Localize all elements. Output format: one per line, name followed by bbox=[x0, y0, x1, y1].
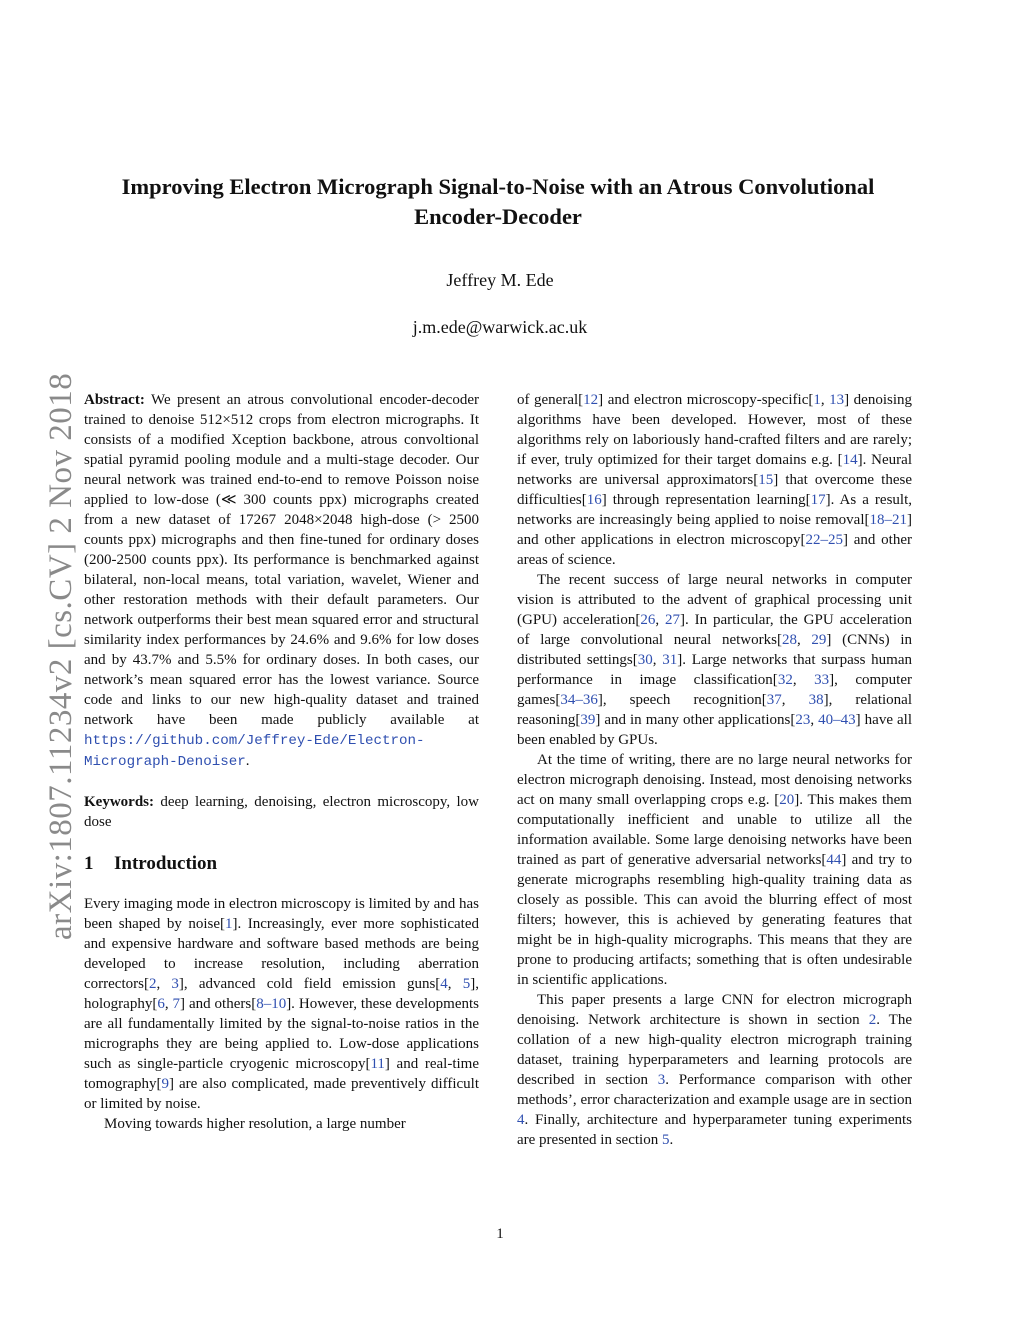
abstract-label: Abstract: bbox=[84, 392, 145, 408]
citation-link[interactable]: 2 bbox=[148, 976, 157, 992]
author-email: j.m.ede@warwick.ac.uk bbox=[412, 317, 588, 337]
abstract bbox=[84, 390, 479, 772]
citation-link[interactable]: 9 bbox=[161, 1076, 169, 1092]
paragraph-text: , bbox=[652, 652, 663, 668]
paragraph-text: ]. In particular, the GPU acceleration of large convolutional neural networks[ bbox=[517, 612, 913, 648]
paragraph-text: ]. However, these developments are all fundamentally limited by the signal-to-noise ratios in the micrographs they are being applied to. Low-dose applications such as single-particle cryogenic microscopy[ bbox=[84, 996, 479, 1072]
citation-link[interactable]: 39 bbox=[580, 712, 596, 728]
paragraph-text: ] and other areas of science. bbox=[517, 532, 912, 568]
paragraph-text: , bbox=[781, 692, 809, 708]
paragraph-text: , bbox=[796, 632, 812, 648]
intro-paragraph-3 bbox=[517, 390, 912, 570]
section-title: Introduction bbox=[114, 853, 218, 874]
paragraph-text: This paper presents a large CNN for electron micrograph denoising. Network architecture is shown in section bbox=[517, 992, 912, 1028]
paragraph-text: ] and try to generate micrographs resembling high-quality training data as closely as possible. This can avoid the blurring effect of most filters; however, this is achieved by generating features that might be in high-quality micrographs. This means that they are prone to producing artifacts; something that is often undesirable in scientific applications. bbox=[517, 852, 912, 988]
citation-link[interactable]: 2 bbox=[868, 1012, 877, 1028]
paragraph-text: . bbox=[669, 1132, 674, 1148]
citation-link[interactable]: 30 bbox=[637, 652, 653, 668]
citation-link[interactable]: 16 bbox=[586, 492, 602, 508]
citation-link[interactable]: 6 bbox=[157, 996, 165, 1012]
intro-paragraph-5 bbox=[517, 750, 912, 990]
paragraph-text: , bbox=[792, 672, 815, 688]
citation-link[interactable]: 22–25 bbox=[805, 532, 844, 548]
author-name: Jeffrey M. Ede bbox=[446, 270, 554, 290]
citation-link[interactable]: 37 bbox=[766, 692, 782, 708]
intro-paragraph-6 bbox=[517, 990, 912, 1150]
citation-link[interactable]: 11 bbox=[370, 1056, 385, 1072]
paragraph-text: ] through representation learning[ bbox=[601, 492, 811, 508]
citation-link[interactable]: 40–43 bbox=[818, 712, 856, 728]
citation-link[interactable]: 33 bbox=[814, 672, 830, 688]
paragraph-text: . Finally, architecture and hyperparameter tuning experiments are presented in section bbox=[517, 1112, 912, 1148]
paragraph-text: ] (CNNs) in distributed settings[ bbox=[517, 632, 912, 668]
arxiv-identifier: arXiv:1807.11234v2 [cs.CV] 2 Nov 2018 bbox=[43, 372, 79, 940]
keywords-label: Keywords: bbox=[84, 794, 154, 810]
citation-link[interactable]: 26 bbox=[640, 612, 656, 628]
citation-link[interactable]: 1 bbox=[813, 392, 821, 408]
paragraph-text: Every imaging mode in electron microscopy is limited by and has been shaped by noise[ bbox=[84, 896, 479, 932]
paper-title: Improving Electron Micrograph Signal-to-Noise with an Atrous Convolutional Encoder-Decoder bbox=[121, 174, 875, 229]
citation-link[interactable]: 1 bbox=[225, 916, 233, 932]
paragraph-text: ] are also complicated, made preventively difficult or limited by noise. bbox=[84, 1076, 479, 1112]
citation-link[interactable]: 3 bbox=[171, 976, 179, 992]
citation-link[interactable]: 4 bbox=[517, 1112, 525, 1128]
paragraph-text: , bbox=[655, 612, 665, 628]
paragraph-text: . The collation of a new high-quality electron micrograph training dataset, training hyperparameters and learning protocols are described in section bbox=[517, 1012, 912, 1088]
paragraph-text: At the time of writing, there are no large neural networks for electron micrograph denoising. Instead, most denoising networks act on many small overlapping crops e.g. [ bbox=[517, 752, 912, 808]
paragraph-text: ] and others[ bbox=[180, 996, 257, 1012]
citation-link[interactable]: 34–36 bbox=[560, 692, 598, 708]
left-column bbox=[84, 390, 479, 1134]
citation-link[interactable]: 18–21 bbox=[869, 512, 907, 528]
paragraph-text: ]. As a result, networks are increasingly being applied to noise removal[ bbox=[517, 492, 912, 528]
paragraph-text: ] and real-time tomography[ bbox=[84, 1056, 479, 1092]
citation-link[interactable]: 15 bbox=[758, 472, 774, 488]
citation-link[interactable]: 7 bbox=[172, 996, 181, 1012]
paragraph-text: ]. This makes them computationally inefficient and unable to utilize all the information available. Some large denoising networks have been trained as part of generative adversarial networks[ bbox=[517, 792, 912, 868]
citation-link[interactable]: 31 bbox=[662, 652, 678, 668]
paragraph-text: , bbox=[164, 996, 173, 1012]
paragraph-text: ], holography[ bbox=[84, 976, 479, 1012]
citation-link[interactable]: 5 bbox=[462, 976, 471, 992]
page-number: 1 bbox=[496, 1226, 504, 1242]
paragraph-text: , bbox=[447, 976, 463, 992]
citation-link[interactable]: 4 bbox=[440, 976, 448, 992]
paragraph-text: ], advanced cold field emission guns[ bbox=[178, 976, 441, 992]
citation-link[interactable]: 13 bbox=[829, 392, 845, 408]
citation-link[interactable]: 20 bbox=[779, 792, 795, 808]
paragraph-text: ] that overcome these difficulties[ bbox=[517, 472, 912, 508]
paragraph-text: ] and in many other applications[ bbox=[595, 712, 796, 728]
arxiv-sidebar bbox=[0, 350, 79, 950]
paragraph-text: ], relational reasoning[ bbox=[517, 692, 913, 728]
keywords-text: deep learning, denoising, electron microscopy, low dose bbox=[84, 794, 479, 830]
section-heading bbox=[84, 854, 479, 874]
right-column bbox=[517, 390, 912, 1150]
section-number: 1 bbox=[84, 853, 94, 874]
paragraph-text: ] and other applications in electron microscopy[ bbox=[517, 512, 912, 548]
intro-paragraph-4 bbox=[517, 570, 912, 750]
citation-link[interactable]: 17 bbox=[810, 492, 826, 508]
citation-link[interactable]: 8–10 bbox=[256, 996, 287, 1012]
paragraph-text: ] denoising algorithms have been developed. However, most of these algorithms rely on laboriously hand-crafted filters and are rarely; if ever, truly optimized for their target domains e.g. [ bbox=[517, 392, 912, 468]
citation-link[interactable]: 3 bbox=[657, 1072, 666, 1088]
citation-link[interactable]: 12 bbox=[583, 392, 599, 408]
citation-link[interactable]: 38 bbox=[808, 692, 824, 708]
citation-link[interactable]: 32 bbox=[777, 672, 793, 688]
paragraph-text: The recent success of large neural networks in computer vision is attributed to the advent of graphical processing unit (GPU) acceleration[ bbox=[517, 572, 912, 628]
paragraph-text: ]. Neural networks are universal approximators[ bbox=[517, 452, 912, 488]
citation-link[interactable]: 14 bbox=[842, 452, 858, 468]
paragraph-text: ], computer games[ bbox=[517, 672, 913, 708]
abstract-end: . bbox=[245, 753, 250, 769]
paragraph-text: ], speech recognition[ bbox=[597, 692, 767, 708]
paragraph-text: , bbox=[810, 712, 819, 728]
paragraph-text: ]. Increasingly, ever more sophisticated and expensive hardware and software based methods are being developed to increase resolution, including aberration correctors[ bbox=[84, 916, 479, 992]
paragraph-text: ]. Large networks that surpass human performance in image classification[ bbox=[517, 652, 913, 688]
paragraph-text: , bbox=[156, 976, 172, 992]
paragraph-text: of general[ bbox=[517, 392, 584, 408]
abstract-text: We present an atrous convolutional encoder-decoder trained to denoise 512×512 crops from electron micrographs. It consists of a modified Xception backbone, atrous convoltional spatial pyramid pooling module and a multi-stage decoder. Our neural network was trained end-to-end to remove Poisson noise applied to low-dose (≪ 300 counts ppx) micrographs created from a new dataset of 17267 2048×2048 high-dose (> 2500 counts ppx) micrographs and then fine-tuned for ordinary doses (200-2500 counts ppx). Its performance is benchmarked against bilateral, non-local means, total variation, wavelet, Wiener and other restoration methods with their default parameters. Our network outperforms their best mean squared error and structural similarity index performances by 24.6% and 9.6% for low doses and by 43.7% and 5.5% for ordinary doses. In both cases, our network’s mean squared error has the lowest variance. Source code and links to our new high-quality dataset and trained network have been made publicly available at bbox=[84, 392, 479, 728]
intro-paragraph-1 bbox=[84, 894, 479, 1114]
paragraph-text: ] have all been enabled by GPUs. bbox=[517, 712, 913, 748]
citation-link[interactable]: 23 bbox=[795, 712, 811, 728]
github-link[interactable]: https://github.com/Jeffrey-Ede/Electron-Micrograph-Denoiser bbox=[84, 733, 425, 770]
intro-paragraph-2: Moving towards higher resolution, a large number bbox=[104, 1116, 406, 1132]
paragraph-text: . Performance comparison with other methods’, error characterization and example usage are in section bbox=[517, 1072, 912, 1108]
citation-link[interactable]: 29 bbox=[811, 632, 827, 648]
citation-link[interactable]: 5 bbox=[661, 1132, 670, 1148]
paragraph-text: ] and electron microscopy-specific[ bbox=[598, 392, 814, 408]
keywords bbox=[84, 792, 479, 832]
citation-link[interactable]: 27 bbox=[664, 612, 680, 628]
paragraph-text: , bbox=[820, 392, 830, 408]
citation-link[interactable]: 44 bbox=[826, 852, 842, 868]
citation-link[interactable]: 28 bbox=[781, 632, 797, 648]
